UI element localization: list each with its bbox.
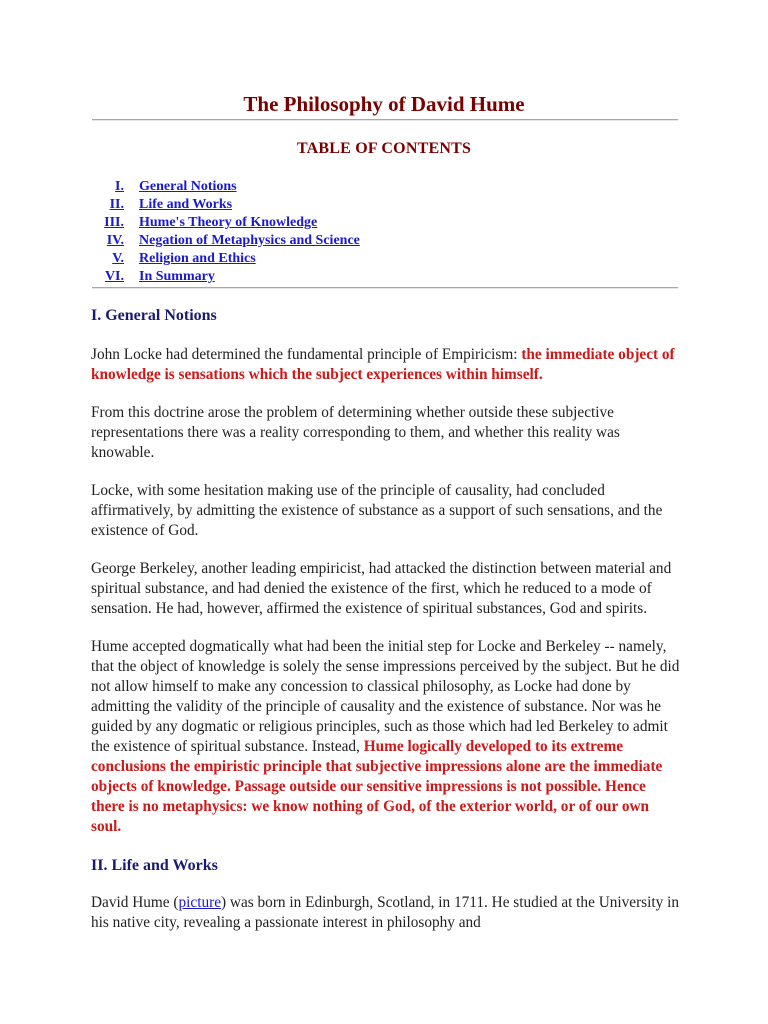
- paragraph: George Berkeley, another leading empiricist, had attacked the distinction between material and spiritual substance, and had denied the existence of the first, which he reduced to a mode of sensation. He had, however, affirmed the existence of spiritual substances, God and spirits.: [91, 560, 672, 617]
- paragraph: [91, 345, 681, 385]
- page-title: The Philosophy of David Hume: [243, 92, 525, 116]
- toc-number[interactable]: III.: [104, 215, 124, 230]
- highlighted-text: the immediate object of knowledge is sensations which the subject experiences within himself.: [91, 346, 675, 383]
- toc-item-religion-and-ethics[interactable]: [96, 250, 360, 268]
- toc-heading: TABLE OF CONTENTS: [296, 140, 472, 157]
- paragraph: From this doctrine arose the problem of determining whether outside these subjective representations there was a reality corresponding to them, and whether this reality was knowable.: [91, 404, 620, 461]
- toc-number[interactable]: IV.: [106, 233, 124, 248]
- paragraph-text: John Locke had determined the fundamental principle of Empiricism:: [91, 346, 522, 363]
- toc-number[interactable]: II.: [109, 197, 124, 212]
- toc-divider: [92, 287, 678, 289]
- toc-number[interactable]: I.: [115, 179, 124, 194]
- toc-link[interactable]: Negation of Metaphysics and Science: [139, 233, 360, 248]
- toc-item-theory-of-knowledge[interactable]: [96, 214, 360, 232]
- paragraph: [91, 893, 681, 933]
- picture-link[interactable]: picture: [178, 894, 221, 911]
- table-of-contents: [96, 178, 360, 286]
- toc-number[interactable]: VI.: [104, 269, 124, 284]
- highlighted-text: Hume logically developed to its extreme conclusions the empiristic principle that subjective impressions alone are the immediate objects of knowledge. Passage outside our sensitive impressions is not possible. Hence there is no metaphysics: we know nothing of God, of the exterior world, or of our own soul.: [91, 738, 663, 835]
- article-body: [91, 305, 681, 933]
- toc-number[interactable]: V.: [112, 251, 124, 266]
- toc-link[interactable]: In Summary: [139, 269, 215, 284]
- paragraph: [91, 637, 681, 837]
- toc-item-life-and-works[interactable]: [96, 196, 360, 214]
- toc-link[interactable]: Religion and Ethics: [139, 251, 256, 266]
- toc-item-negation-of-metaphysics[interactable]: [96, 232, 360, 250]
- toc-link[interactable]: General Notions: [139, 179, 237, 194]
- paragraph-text: David Hume (: [91, 894, 179, 911]
- title-divider: [92, 119, 678, 121]
- toc-item-in-summary[interactable]: [96, 268, 360, 286]
- paragraph-text: ) was born in Edinburgh, Scotland, in 1711. He studied at the University in his native city, revealing a passionate interest in philosophy and: [91, 894, 679, 931]
- section-heading-life-and-works: II. Life and Works: [91, 857, 218, 874]
- toc-link[interactable]: Life and Works: [139, 197, 233, 212]
- toc-link[interactable]: Hume's Theory of Knowledge: [139, 215, 318, 230]
- paragraph: Locke, with some hesitation making use of the principle of causality, had concluded affirmatively, by admitting the existence of substance as a support of such sensations, and the existence of God.: [91, 482, 663, 539]
- paragraph-text: Hume accepted dogmatically what had been the initial step for Locke and Berkeley -- namely, that the object of knowledge is solely the sense impressions perceived by the subject. But he did not allow himself to make any concession to classical philosophy, as Locke had done by admitting the validity of the principle of causality and the existence of substance. Nor was he guided by any dogmatic or religious principles, such as those which had led Berkeley to admit the existence of spiritual substance. Instead,: [91, 638, 680, 755]
- toc-item-general-notions[interactable]: [96, 178, 360, 196]
- section-heading-general-notions: I. General Notions: [91, 307, 217, 324]
